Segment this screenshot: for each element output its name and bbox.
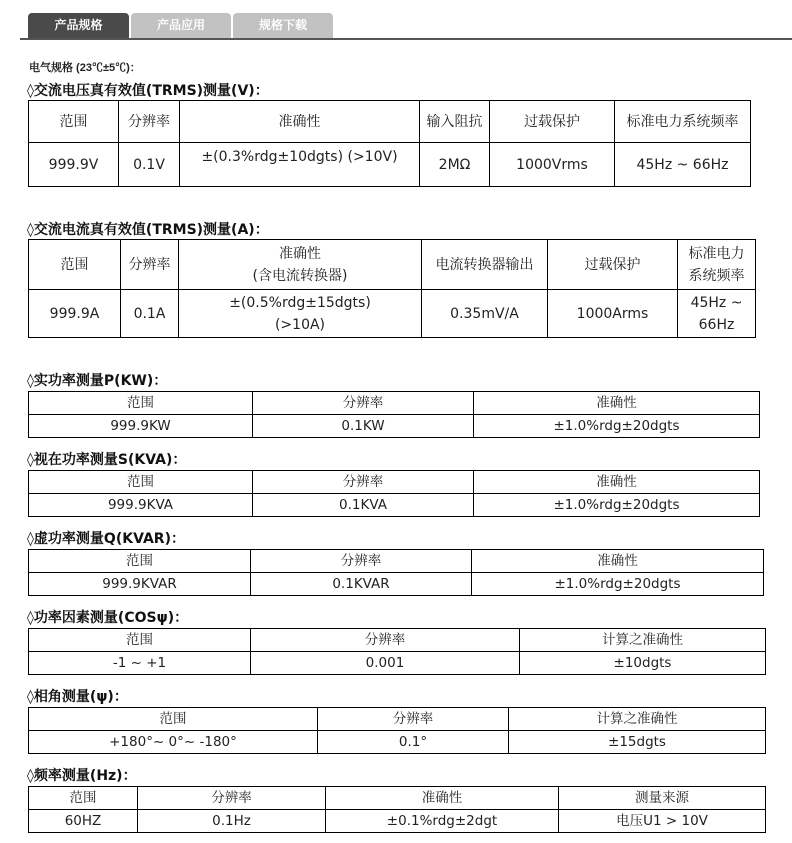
value-cell: +180°~ 0°~ -180°	[29, 731, 318, 754]
value-cell: 60HZ	[29, 810, 138, 833]
section-title-ac-current: ◊交流电流真有效值(TRMS)测量(A)：	[27, 222, 269, 238]
header-cell: 范围	[29, 550, 251, 573]
header-cell: 准确性	[474, 392, 760, 415]
value-cell: 0.1KW	[253, 415, 474, 438]
tab-product-applications[interactable]: 产品应用	[131, 13, 231, 38]
table-apparent-power	[28, 470, 760, 517]
table-header-row	[29, 629, 766, 652]
table-real-power	[28, 391, 760, 438]
header-cell: 范围	[29, 101, 119, 143]
header-cell: 电流转换器输出	[422, 240, 548, 290]
header-cell: 范围	[29, 392, 253, 415]
header-cell: 准确性	[326, 787, 559, 810]
table-header-row	[29, 471, 760, 494]
table-reactive-power	[28, 549, 764, 596]
table-row	[29, 652, 766, 675]
tab-product-specs[interactable]: 产品规格	[28, 13, 129, 38]
value-cell: 0.1V	[119, 143, 180, 187]
value-cell: ±1.0%rdg±20dgts	[472, 573, 764, 596]
table-header-row	[29, 240, 756, 290]
table-row	[29, 415, 760, 438]
value-cell: 0.1A	[121, 290, 179, 338]
section-title-phase-angle: ◊相角测量(ψ)：	[27, 689, 128, 705]
value-cell: ±0.1%rdg±2dgt	[326, 810, 559, 833]
header-cell: 范围	[29, 787, 138, 810]
table-row	[29, 573, 764, 596]
value-cell: ±1.0%rdg±20dgts	[474, 494, 760, 517]
table-row	[29, 810, 766, 833]
value-cell: ±(0.3%rdg±10dgts) (>10V)	[180, 143, 420, 187]
section-title-power-factor: ◊功率因素测量(COSψ)：	[27, 610, 189, 626]
header-cell: 准确性	[474, 471, 760, 494]
header-cell: 标准电力 系统频率	[678, 240, 756, 290]
header-cell: 范围	[29, 471, 253, 494]
header-cell: 范围	[29, 708, 318, 731]
value-cell: 1000Arms	[548, 290, 678, 338]
table-row	[29, 731, 766, 754]
value-cell: 45Hz ~ 66Hz	[615, 143, 751, 187]
value-cell: 999.9KVAR	[29, 573, 251, 596]
value-cell: 999.9KW	[29, 415, 253, 438]
table-header-row	[29, 392, 760, 415]
table-frequency	[28, 786, 766, 833]
page-subtitle: 电气规格 (23℃±5℃)：	[29, 62, 141, 74]
value-cell: 999.9V	[29, 143, 119, 187]
header-cell: 范围	[29, 240, 121, 290]
section-title-real-power: ◊实功率测量P(KW)：	[27, 373, 168, 389]
table-row	[29, 290, 756, 338]
value-cell: 0.1KVAR	[251, 573, 472, 596]
value-cell: 999.9KVA	[29, 494, 253, 517]
section-title-ac-voltage: ◊交流电压真有效值(TRMS)测量(V)：	[27, 83, 269, 99]
value-cell: 0.1Hz	[138, 810, 326, 833]
value-cell: -1 ~ +1	[29, 652, 251, 675]
section-title-apparent-power: ◊视在功率测量S(KVA)：	[27, 452, 187, 468]
value-cell: 45Hz ~ 66Hz	[678, 290, 756, 338]
value-cell: 0.1KVA	[253, 494, 474, 517]
table-header-row	[29, 550, 764, 573]
section-title-reactive-power: ◊虚功率测量Q(KVAR)：	[27, 531, 185, 547]
header-cell: 过载保护	[548, 240, 678, 290]
value-cell: 0.35mV/A	[422, 290, 548, 338]
table-row	[29, 143, 751, 187]
header-cell: 分辨率	[251, 550, 472, 573]
header-cell: 测量来源	[559, 787, 766, 810]
header-cell: 分辨率	[253, 471, 474, 494]
header-cell: 范围	[29, 629, 251, 652]
header-cell: 分辨率	[251, 629, 520, 652]
value-cell: 999.9A	[29, 290, 121, 338]
value-cell: 2MΩ	[420, 143, 490, 187]
header-cell: 准确性	[180, 101, 420, 143]
value-cell: 0.1°	[318, 731, 509, 754]
table-header-row	[29, 787, 766, 810]
header-cell: 过载保护	[490, 101, 615, 143]
header-cell: 分辨率	[253, 392, 474, 415]
tab-divider	[20, 38, 792, 40]
value-cell: ±(0.5%rdg±15dgts) (>10A)	[179, 290, 422, 338]
value-cell: 0.001	[251, 652, 520, 675]
header-cell: 分辨率	[318, 708, 509, 731]
table-phase-angle	[28, 707, 766, 754]
header-cell: 计算之准确性	[520, 629, 766, 652]
value-cell: ±1.0%rdg±20dgts	[474, 415, 760, 438]
table-power-factor	[28, 628, 766, 675]
header-cell: 准确性 (含电流转换器)	[179, 240, 422, 290]
table-header-row	[29, 708, 766, 731]
header-cell: 分辨率	[121, 240, 179, 290]
section-title-frequency: ◊频率测量(Hz)：	[27, 768, 137, 784]
header-cell: 准确性	[472, 550, 764, 573]
value-cell: 1000Vrms	[490, 143, 615, 187]
table-ac-current	[28, 239, 756, 338]
value-cell: 电压U1 > 10V	[559, 810, 766, 833]
header-cell: 输入阻抗	[420, 101, 490, 143]
header-cell: 计算之准确性	[509, 708, 766, 731]
value-cell: ±10dgts	[520, 652, 766, 675]
header-cell: 标准电力系统频率	[615, 101, 751, 143]
tab-spec-download[interactable]: 规格下载	[233, 13, 333, 38]
header-cell: 分辨率	[119, 101, 180, 143]
table-row	[29, 494, 760, 517]
header-cell: 分辨率	[138, 787, 326, 810]
table-ac-voltage	[28, 100, 751, 187]
table-header-row	[29, 101, 751, 143]
value-cell: ±15dgts	[509, 731, 766, 754]
